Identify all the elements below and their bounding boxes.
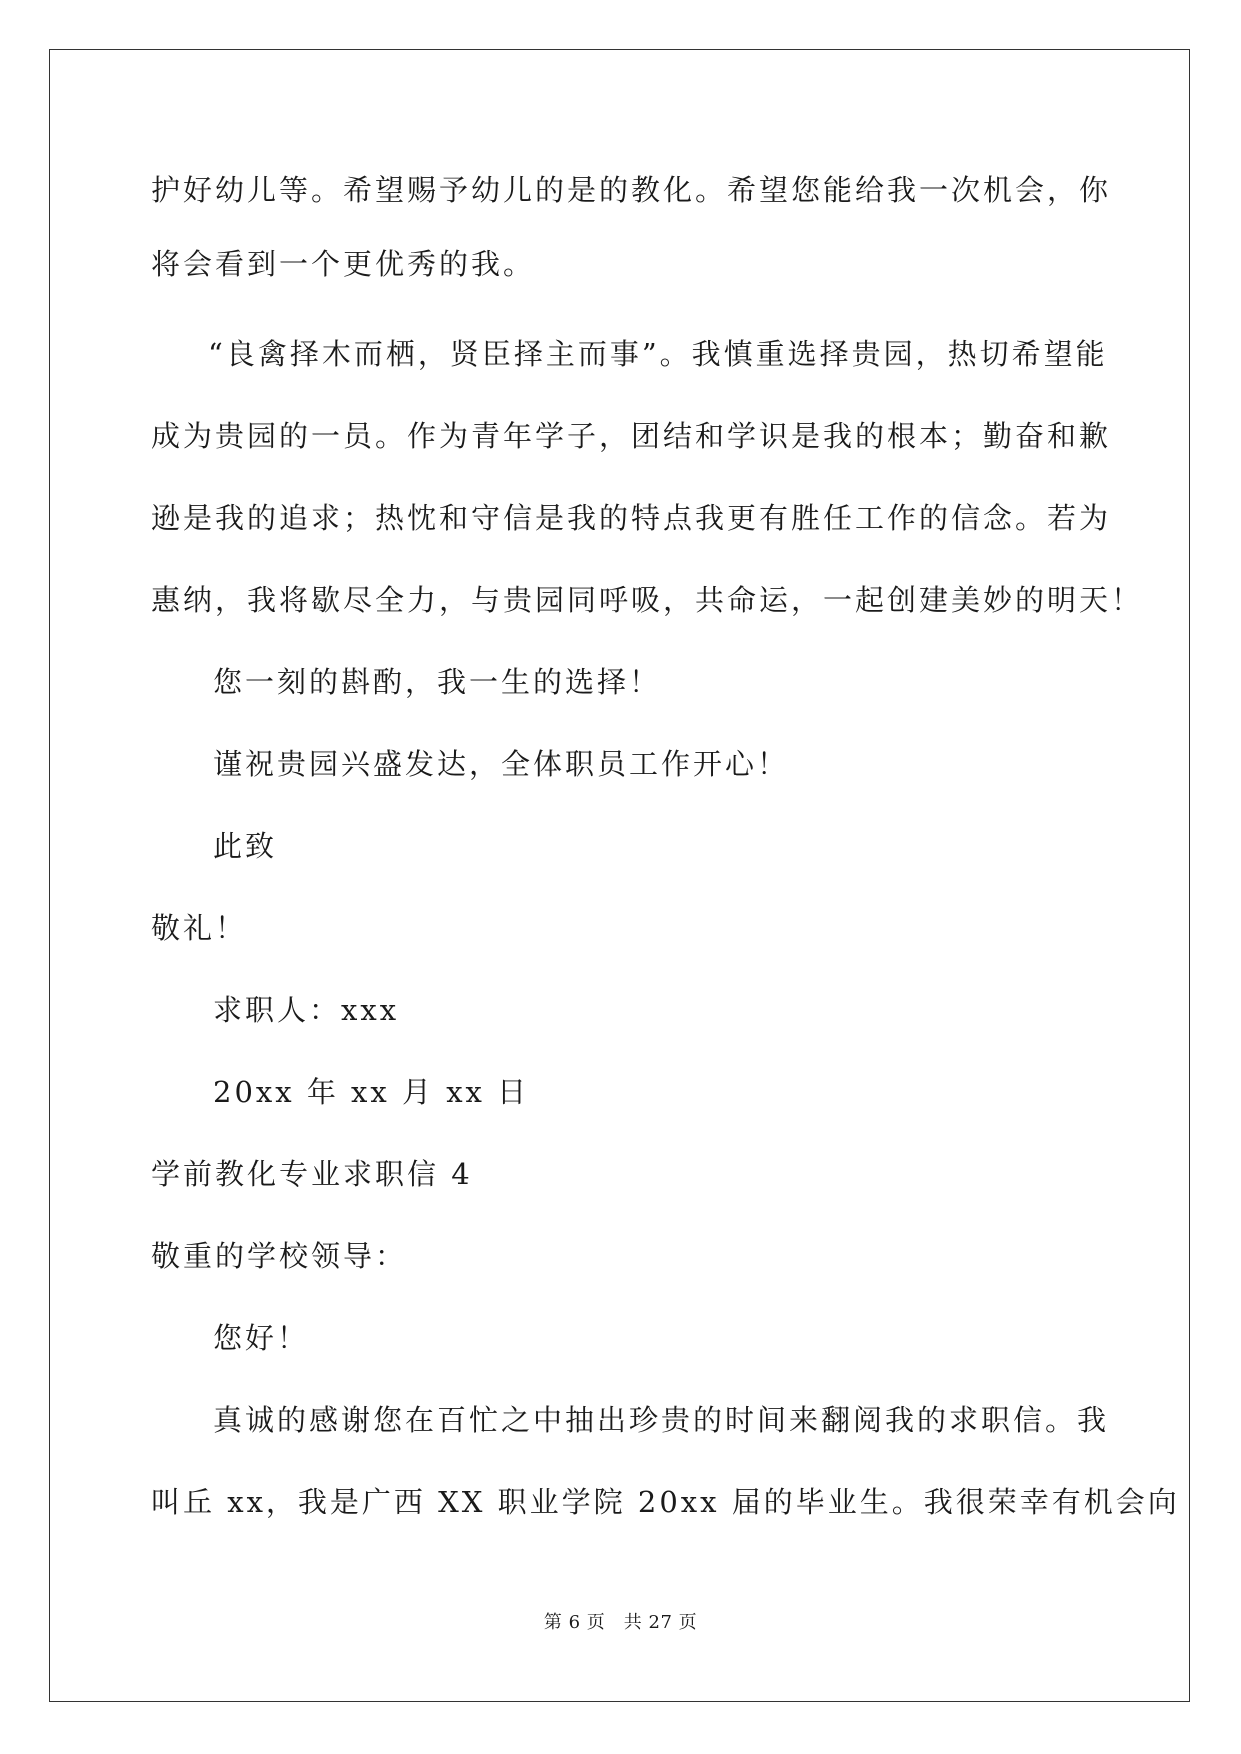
signature-date: 20xx 年 xx 月 xx 日	[213, 1075, 530, 1109]
greeting-addressee: 敬重的学校领导：	[151, 1239, 408, 1273]
section-heading: 学前教化专业求职信 4	[151, 1157, 473, 1191]
page-footer: 第 6 页 共 27 页	[543, 1612, 698, 1633]
body-line-16: 真诚的感谢您在百忙之中抽出珍贵的时间来翻阅我的求职信。我	[213, 1403, 1110, 1437]
signature-applicant: 求职人：xxx	[213, 993, 400, 1027]
body-line-17: 叫丘 xx，我是广西 XX 职业学院 20xx 届的毕业生。我很荣幸有机会向	[151, 1485, 1180, 1519]
body-line-8: 谨祝贵园兴盛发达，全体职员工作开心！	[213, 747, 790, 781]
closing-regards: 敬礼！	[151, 911, 248, 945]
closing-salutation: 此致	[213, 829, 278, 863]
body-line-4: 成为贵园的一员。作为青年学子，团结和学识是我的根本；勤奋和歉	[151, 419, 1112, 453]
body-line-5: 逊是我的追求；热忱和守信是我的特点我更有胜任工作的信念。若为	[151, 501, 1112, 535]
body-line-6: 惠纳，我将歇尽全力，与贵园同呼吸，共命运，一起创建美妙的明天！	[151, 583, 1144, 617]
greeting-hello: 您好！	[213, 1321, 310, 1355]
body-line-7: 您一刻的斟酌，我一生的选择！	[213, 665, 662, 699]
body-line-1: 护好幼儿等。希望赐予幼儿的是的教化。希望您能给我一次机会，你	[151, 173, 1112, 207]
body-line-3: “良禽择木而栖，贤臣择主而事”。我慎重选择贵园，热切希望能	[208, 337, 1108, 371]
body-line-2: 将会看到一个更优秀的我。	[151, 247, 536, 281]
page-border	[49, 49, 1190, 1702]
